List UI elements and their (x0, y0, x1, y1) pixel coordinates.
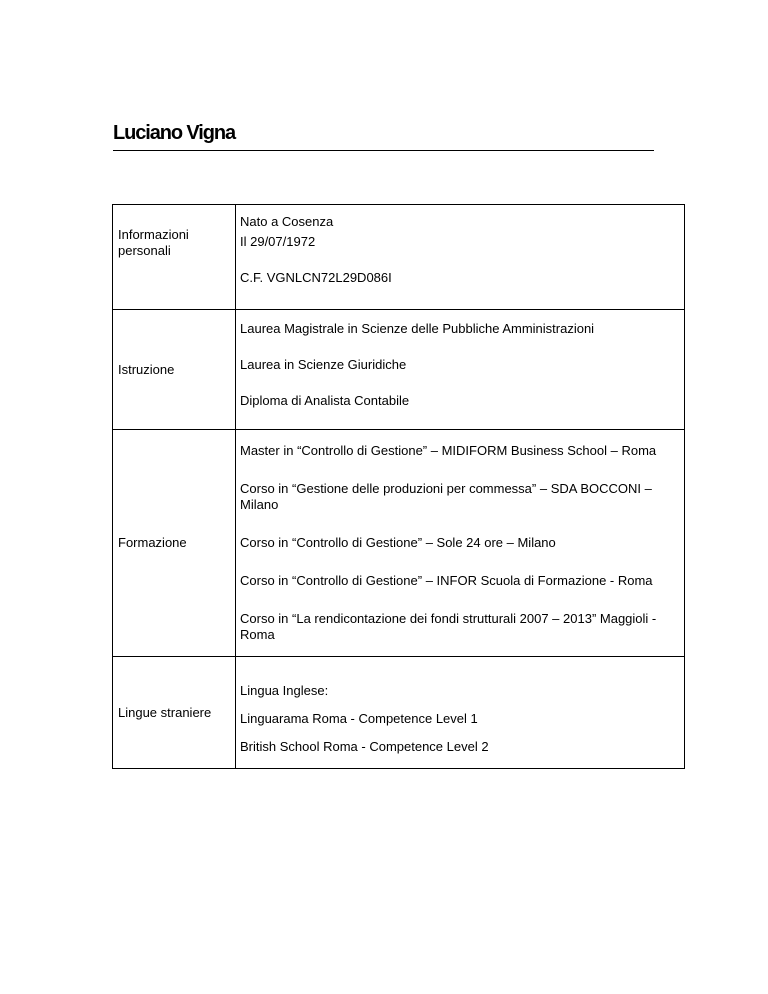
row-training (113, 429, 684, 656)
title-divider (113, 150, 654, 151)
language-item: Lingua Inglese: (240, 683, 329, 698)
training-item: Corso in “Controllo di Gestione” – Sole 24 ore – Milano (240, 535, 556, 550)
cv-table (112, 204, 685, 769)
label-training-text: Formazione (118, 535, 187, 550)
tax-code: C.F. VGNLCN72L29D086I (240, 270, 392, 285)
education-item: Laurea in Scienze Giuridiche (240, 357, 407, 372)
label-education (113, 310, 236, 429)
language-item: British School Roma - Competence Level 2 (240, 739, 489, 754)
training-item: Master in “Controllo di Gestione” – MIDIFORM Business School – Roma (240, 443, 657, 458)
education-item: Laurea Magistrale in Scienze delle Pubbliche Amministrazioni (240, 321, 595, 336)
label-education-text: Istruzione (118, 361, 175, 377)
row-languages (113, 656, 684, 768)
training-item: Corso in “La rendicontazione dei fondi strutturali 2007 – 2013” Maggioli - Roma (240, 611, 657, 642)
label-languages-text: Lingue straniere (118, 704, 212, 720)
birth-place: Nato a Cosenza (240, 214, 334, 229)
label-training (113, 430, 236, 656)
label-personal-info (113, 205, 236, 309)
language-item: Linguarama Roma - Competence Level 1 (240, 711, 478, 726)
row-education (113, 309, 684, 429)
content-education (236, 310, 684, 429)
content-training (236, 430, 684, 656)
training-item: Corso in “Gestione delle produzioni per commessa” – SDA BOCCONI – Milano (240, 481, 652, 512)
birth-date: Il 29/07/1972 (240, 234, 316, 249)
label-languages (113, 657, 236, 768)
content-personal-info (236, 205, 684, 309)
training-item: Corso in “Controllo di Gestione” – INFOR Scuola di Formazione - Roma (240, 573, 653, 588)
education-item: Diploma di Analista Contabile (240, 393, 410, 408)
label-personal-info-line1: Informazioni (118, 227, 189, 242)
cv-name-title: Luciano Vigna (113, 122, 236, 144)
content-languages (236, 657, 684, 768)
label-personal-info-line2: personali (118, 243, 171, 258)
row-personal-info (113, 205, 684, 309)
